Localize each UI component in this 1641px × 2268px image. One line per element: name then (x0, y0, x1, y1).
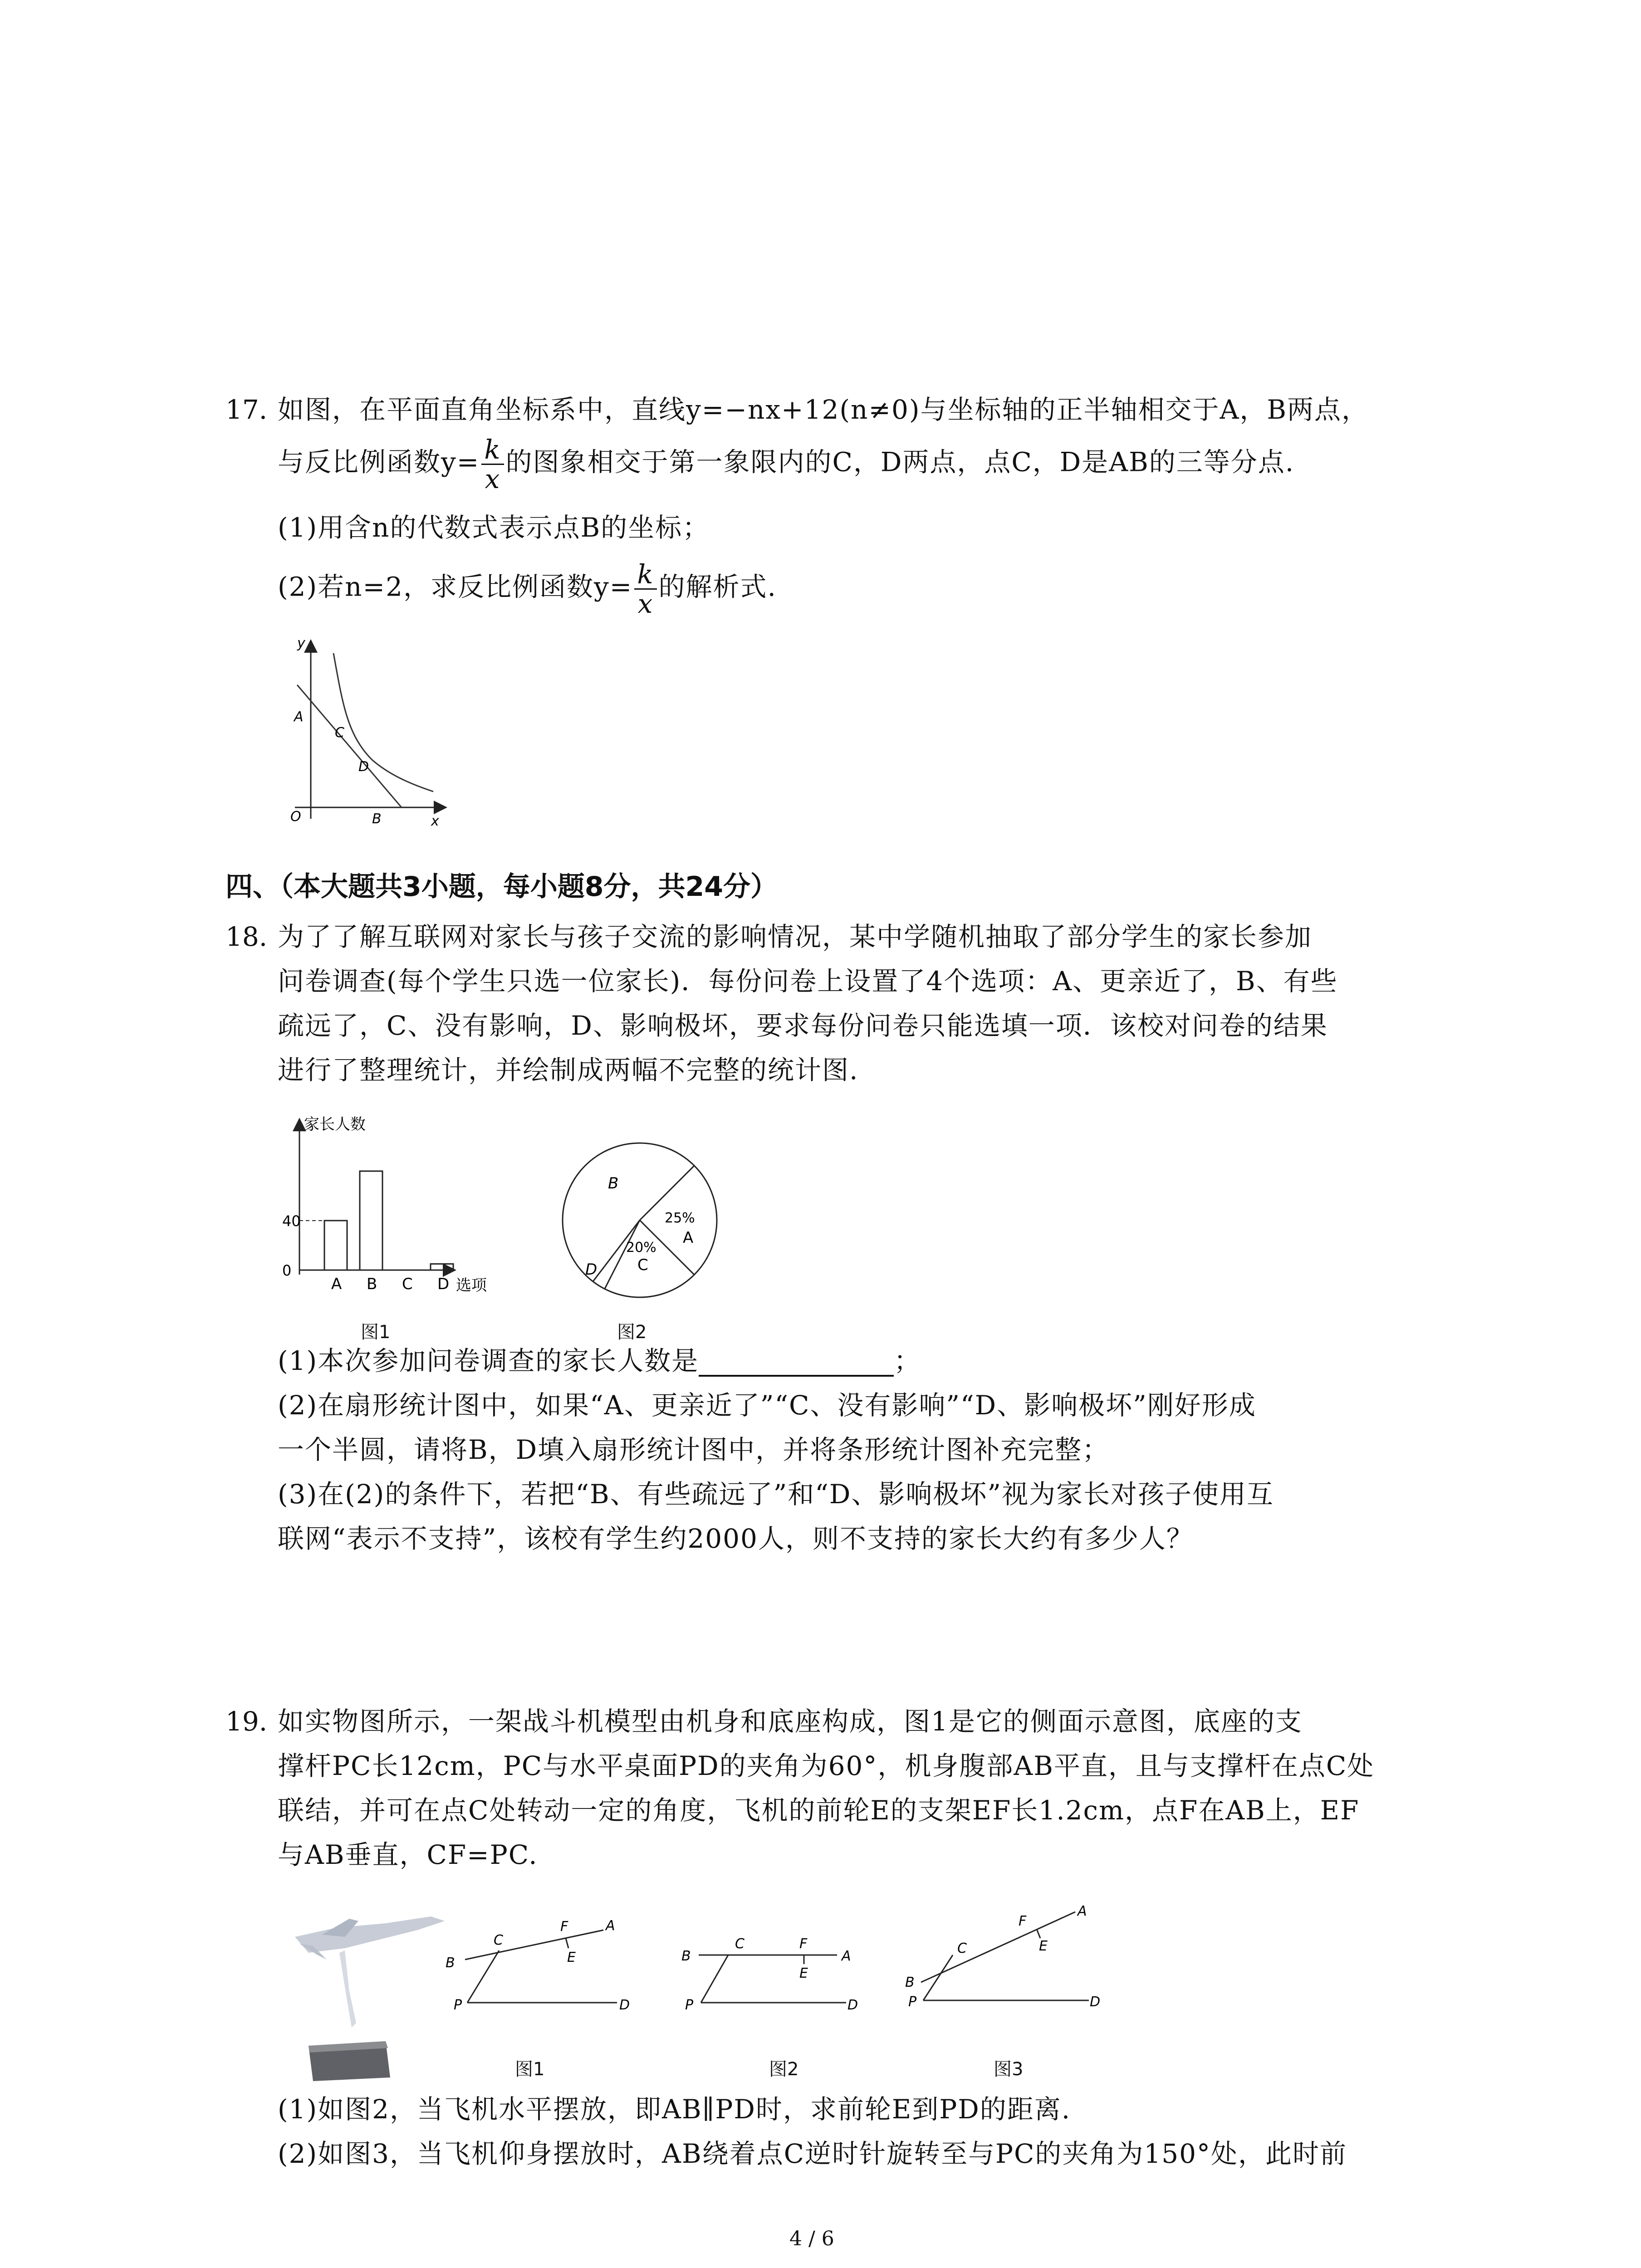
y-axis-label: 家长人数 (304, 1115, 366, 1134)
q18-pie-chart (549, 1129, 730, 1311)
ab-line (921, 1912, 1075, 1982)
q17-part2-a: (2)若n=2，求反比例函数y= (278, 571, 633, 602)
q19-line3: 联结，并可在点C处转动一定的角度，飞机的前轮E的支架EF长1.2cm，点F在AB上，EF (278, 1795, 1360, 1826)
label-a: A (294, 709, 304, 725)
x-axis-label: 选项 (456, 1276, 487, 1295)
label-a: A (842, 1948, 851, 1964)
q17-part1: (1)用含n的代数式表示点B的坐标； (278, 512, 710, 543)
q19-figure3 (903, 1903, 1112, 2021)
bar-a (324, 1221, 347, 1270)
q18-fig2-caption: 图2 (617, 1322, 647, 1343)
category-label-c: C (402, 1275, 413, 1293)
q19-line2: 撑杆PC长12cm，PC与水平桌面PD的夹角为60°，机身腹部AB平直，且与支撑杆在点C处 (278, 1750, 1375, 1781)
answer-blank[interactable] (699, 1351, 894, 1377)
label-d: D (358, 759, 369, 775)
label-b: B (681, 1948, 691, 1964)
label-c: C (494, 1932, 503, 1948)
label-d: D (847, 1997, 858, 2013)
q18-bar-chart (254, 1107, 535, 1306)
fraction-k-over-x: $\frac{k}{x}$ (481, 435, 504, 493)
pc-line (923, 1955, 953, 2000)
q19-number: 19. (225, 1706, 268, 1737)
q17-line2 (278, 435, 1294, 493)
slice-label-d: D (585, 1261, 598, 1279)
q18-part3-line2: 联网“表示不支持”，该校有学生约2000人，则不支持的家长大约有多少人？ (278, 1523, 1194, 1554)
line-ab (297, 685, 402, 807)
q18-part2-line1: (2)在扇形统计图中，如果“A、更亲近了”“C、没有影响”“D、影响极坏”刚好形成 (278, 1390, 1256, 1421)
q18-line3: 疏远了，C、没有影响，D、影响极坏，要求每份问卷只能选填一项．该校对问卷的结果 (278, 1010, 1328, 1041)
q19-fig3-caption: 图3 (994, 2059, 1024, 2080)
label-f: F (1019, 1913, 1027, 1929)
q18-part1-end: ； (894, 1345, 921, 1376)
fighter-jet-model-photo (281, 1910, 454, 2082)
q17-coordinate-figure (277, 635, 467, 835)
category-label-d: D (437, 1275, 450, 1293)
category-label-b: B (367, 1275, 377, 1293)
ab-line (465, 1930, 603, 1960)
q19-fig2-caption: 图2 (769, 2059, 799, 2080)
q18-line2: 问卷调查(每个学生只选一位家长)．每份问卷上设置了4个选项：A、更亲近了，B、有些 (278, 966, 1338, 997)
label-a: A (606, 1918, 615, 1934)
pc-line (701, 1955, 728, 2003)
q17-line2-a: 与反比例函数y= (278, 446, 480, 478)
label-p: P (685, 1997, 694, 2013)
y-tick-label: 0 (282, 1262, 292, 1279)
q19-fig1-caption: 图1 (515, 2059, 545, 2080)
y-tick-label: 40 (282, 1212, 301, 1230)
hyperbola-curve (333, 653, 433, 792)
bar-d (431, 1264, 453, 1270)
q19-figure1 (440, 1912, 644, 2016)
label-p: P (908, 1994, 917, 2010)
q19-part1: (1)如图2，当飞机水平摆放，即AB∥PD时，求前轮E到PD的距离. (278, 2094, 1071, 2125)
q17-part2 (278, 560, 777, 618)
q18-part3-line1: (3)在(2)的条件下，若把“B、有些疏远了”和“D、影响极坏”视为家长对孩子使用互 (278, 1479, 1274, 1510)
q18-number: 18. (225, 921, 268, 952)
q18-part2-line2: 一个半圆，请将B，D填入扇形统计图中，并将条形统计图补充完整； (278, 1434, 1110, 1465)
slice-label-a: A (683, 1229, 694, 1247)
label-x: x (431, 813, 439, 829)
label-c: C (735, 1936, 745, 1952)
label-b: B (372, 811, 382, 827)
label-b: B (446, 1955, 455, 1971)
fraction-k-over-x-2: $\frac{k}{x}$ (634, 560, 656, 618)
ef-line (566, 1938, 568, 1948)
slice-percent-a: 25% (665, 1210, 695, 1226)
q19-line1: 如实物图所示，一架战斗机模型由机身和底座构成，图1是它的侧面示意图，底座的支 (278, 1706, 1303, 1737)
label-o: O (290, 809, 301, 825)
category-label-a: A (331, 1275, 342, 1293)
q19-figure2 (676, 1919, 876, 2023)
label-f: F (560, 1919, 568, 1935)
q18-line1: 为了了解互联网对家长与孩子交流的影响情况，某中学随机抽取了部分学生的家长参加 (278, 921, 1313, 952)
label-y: y (297, 635, 305, 651)
label-d: D (619, 1997, 630, 2013)
q18-part1 (278, 1345, 921, 1377)
slice-label-c: C (637, 1256, 648, 1274)
q18-part1-text: (1)本次参加问卷调查的家长人数是 (278, 1345, 699, 1376)
ef-line (1037, 1929, 1040, 1938)
slice-label-b: B (608, 1174, 619, 1193)
q18-fig1-caption: 图1 (361, 1322, 391, 1343)
section-heading: 四、（本大题共3小题，每小题8分，共24分） (225, 871, 778, 903)
q18-line4: 进行了整理统计，并绘制成两幅不完整的统计图. (278, 1055, 859, 1085)
label-a: A (1078, 1903, 1087, 1919)
page-number: 4 / 6 (789, 2227, 834, 2250)
label-c: C (957, 1941, 967, 1956)
label-d: D (1090, 1994, 1101, 2010)
slice-percent-c: 20% (626, 1240, 656, 1256)
q19-part2: (2)如图3，当飞机仰身摆放时，AB绕着点C逆时针旋转至与PC的夹角为150°处，此时前 (278, 2138, 1347, 2169)
q17-part2-b: 的解析式. (658, 571, 777, 602)
q17-line2-b: 的图象相交于第一象限内的C，D两点，点C，D是AB的三等分点. (505, 446, 1295, 478)
q19-line4: 与AB垂直，CF=PC. (278, 1839, 538, 1870)
label-b: B (905, 1975, 915, 1990)
label-p: P (454, 1997, 462, 2013)
label-e: E (567, 1950, 576, 1965)
label-e: E (799, 1965, 808, 1981)
q17-line1: 如图，在平面直角坐标系中，直线y=−nx+12(n≠0)与坐标轴的正半轴相交于A，B两点， (278, 394, 1369, 425)
q17-number: 17. (225, 394, 268, 425)
label-f: F (799, 1936, 808, 1952)
label-c: C (335, 725, 344, 741)
label-e: E (1039, 1938, 1048, 1954)
bar-b (360, 1171, 382, 1270)
